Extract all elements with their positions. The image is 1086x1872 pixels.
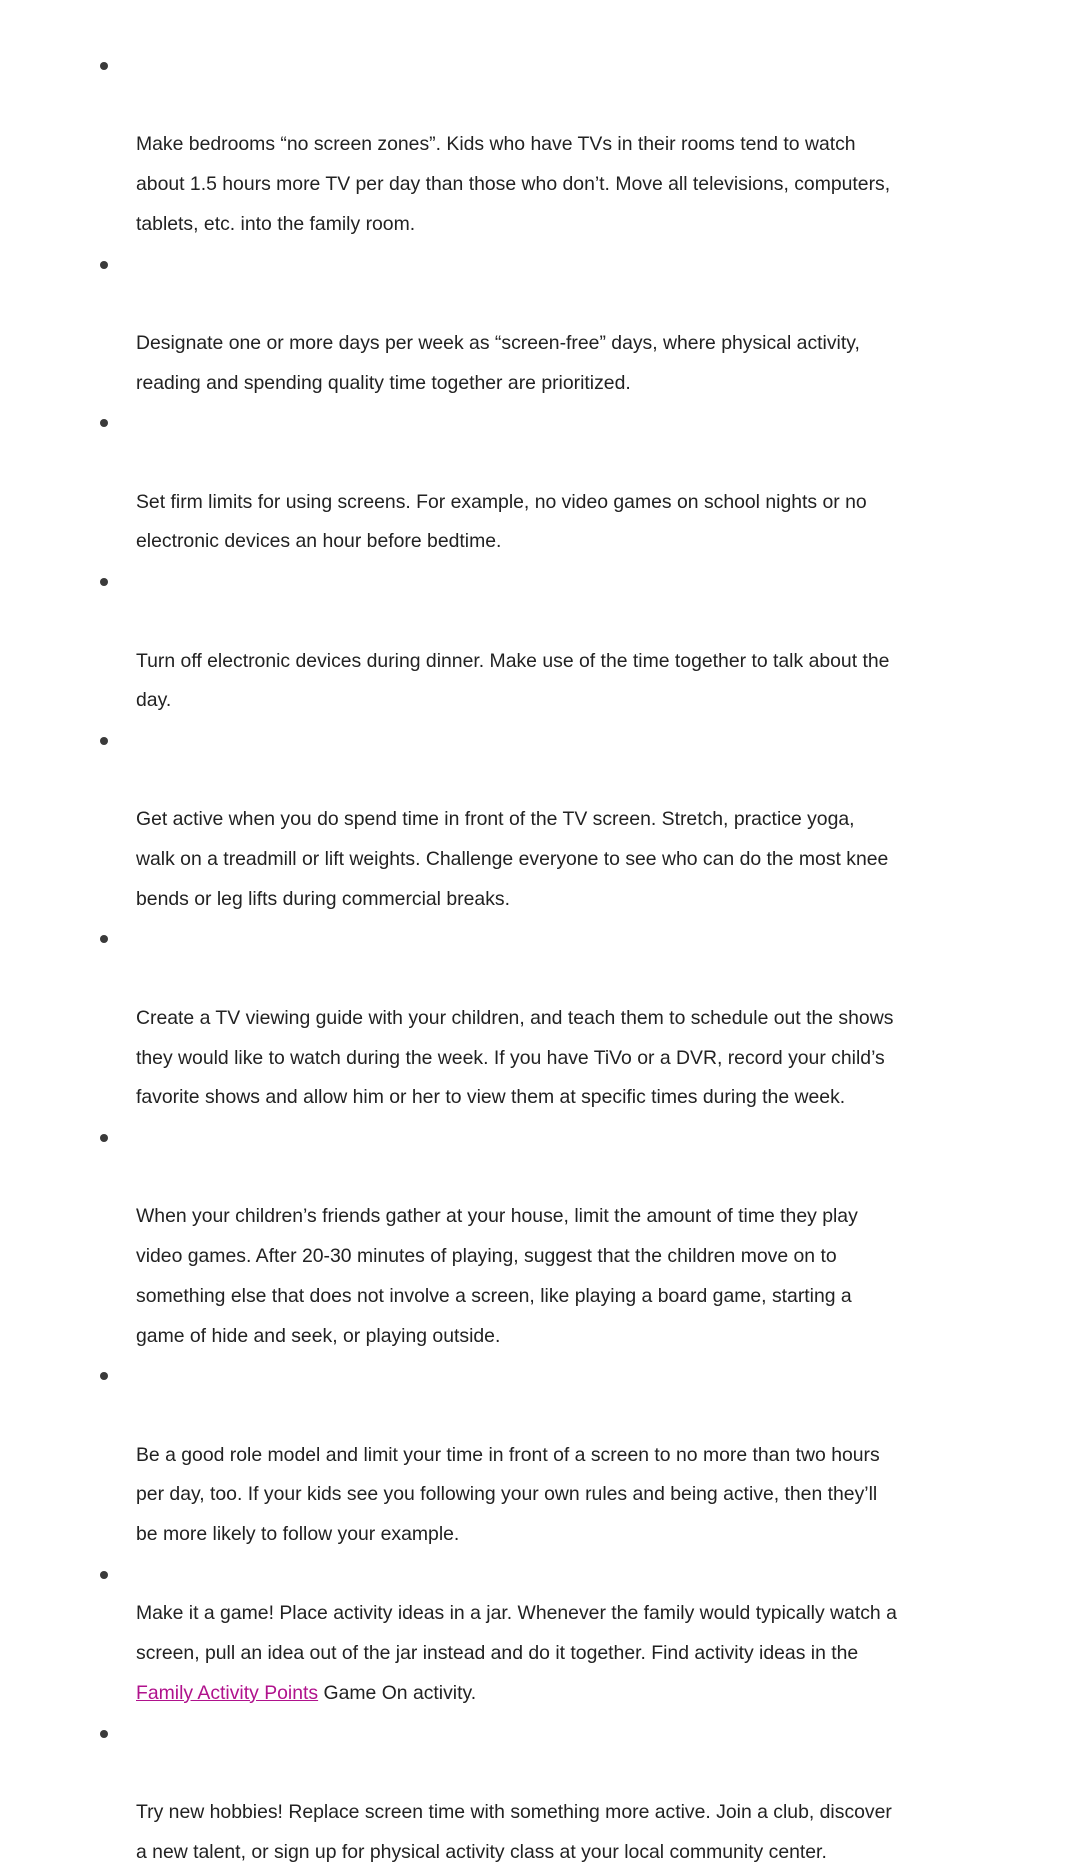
tip-text: Be a good role model and limit your time in front of a screen to no more than two hours per day, too. If your kids see you following your own rules and being active, then they’ll be more likely to follow your example.	[136, 1443, 880, 1546]
list-item	[136, 721, 1016, 920]
list-item	[136, 1714, 1016, 1872]
list-item	[136, 245, 1016, 404]
list-item	[136, 1555, 1016, 1714]
list-item	[136, 1356, 1016, 1555]
bullet-icon	[100, 419, 108, 427]
bullet-icon	[100, 737, 108, 745]
tip-text-after-link: Game On activity.	[318, 1681, 477, 1704]
tip-text: Make bedrooms “no screen zones”. Kids who have TVs in their rooms tend to watch about 1.5 hours more TV per day than those who don’t. Move all televisions, computers, tablets, etc. into the family room.	[136, 133, 891, 235]
bullet-icon	[100, 62, 108, 70]
tip-text: Turn off electronic devices during dinner. Make use of the time together to talk about the day.	[136, 649, 890, 712]
tip-text: Get active when you do spend time in front of the TV screen. Stretch, practice yoga, walk on a treadmill or lift weights. Challenge everyone to see who can do the most knee bends or leg lifts during commercial breaks.	[136, 808, 889, 910]
bullet-icon	[100, 1571, 108, 1579]
list-item	[136, 919, 1016, 1118]
tip-text: Try new hobbies! Replace screen time with something more active. Join a club, discover a new talent, or sign up for physical activity class at your local community center.	[136, 1800, 892, 1863]
bullet-icon	[100, 261, 108, 269]
list-item	[136, 1118, 1016, 1356]
screen-time-tips-list	[136, 46, 1016, 1872]
bullet-icon	[100, 935, 108, 943]
tip-text-before-link: Make it a game! Place activity ideas in a jar. Whenever the family would typically watch a screen, pull an idea out of the jar instead and do it together. Find activity ideas in the	[136, 1602, 897, 1665]
tip-text: Create a TV viewing guide with your children, and teach them to schedule out the shows they would like to watch during the week. If you have TiVo or a DVR, record your child’s favorite shows and allow him or her to view them at specific times during the week.	[136, 1006, 894, 1109]
bullet-icon	[100, 578, 108, 586]
list-item	[136, 403, 1016, 562]
family-activity-points-link[interactable]: Family Activity Points	[136, 1681, 319, 1704]
bullet-icon	[100, 1372, 108, 1380]
list-item	[136, 562, 1016, 721]
list-item	[136, 46, 1016, 245]
bullet-icon	[100, 1730, 108, 1738]
bullet-icon	[100, 1134, 108, 1142]
tip-text: Set firm limits for using screens. For example, no video games on school nights or no electronic devices an hour before bedtime.	[136, 490, 867, 553]
tip-text: When your children’s friends gather at your house, limit the amount of time they play video games. After 20-30 minutes of playing, suggest that the children move on to something else that does not involve a screen, like playing a board game, starting a game of hide and seek, or playing outside.	[136, 1205, 858, 1347]
tip-text: Designate one or more days per week as “screen-free” days, where physical activity, reading and spending quality time together are prioritized.	[136, 331, 860, 394]
